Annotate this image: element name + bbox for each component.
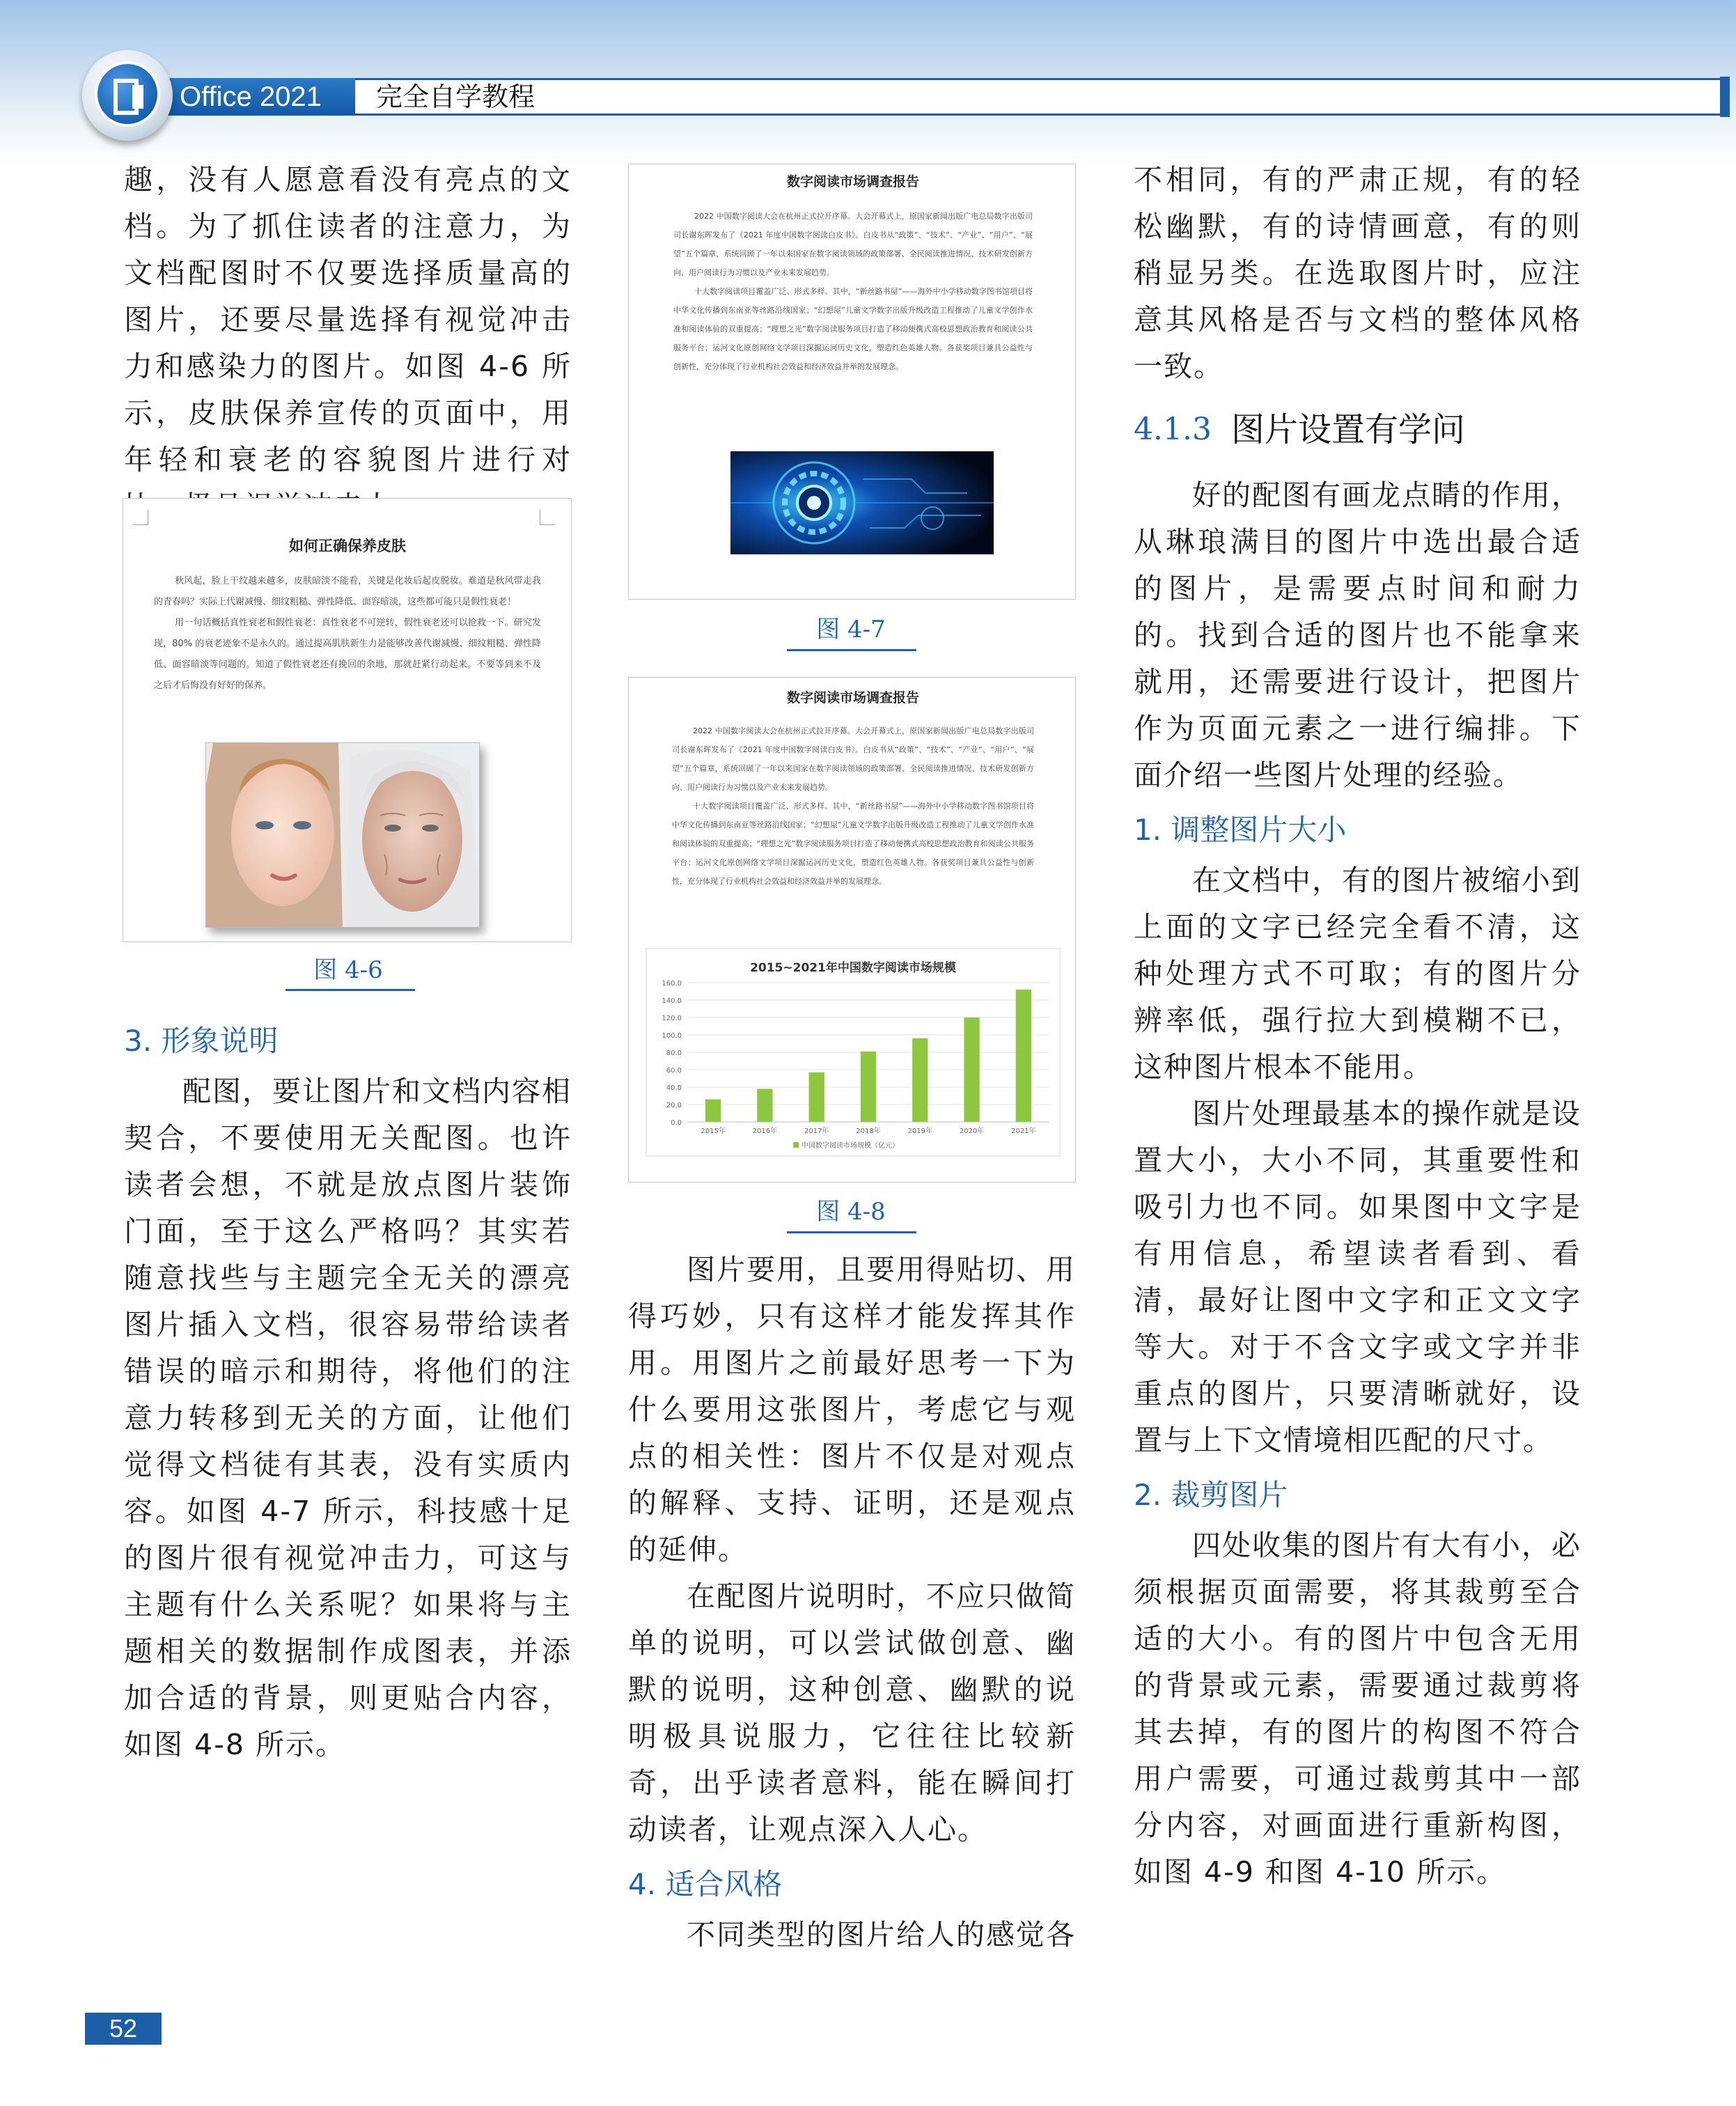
y-tick-label: 40.0 xyxy=(666,1084,682,1092)
figure-caption: 图 4-6 xyxy=(313,956,383,984)
x-tick-label: 2020年 xyxy=(959,1128,985,1135)
doc-paragraph: 2022 中国数字阅读大会在杭州正式拉开序幕。大会开幕式上，原国家新闻出版广电总局数字出版司司长谢东晖发布了《2021 年度中国数字阅读白皮书》。白皮书从“政策”、“技术”、“产业”、“用户”、“展望”五个篇章，系统回顾了一年以来国家在数字阅读领域的政策部署、全民阅读推进情况、技术研发创新方向、用户阅读行为习惯以及产业未来发展趋势。 xyxy=(672,726,1034,792)
caption-underline xyxy=(787,649,916,651)
section-heading-3: 3. 形象说明 xyxy=(124,1024,279,1058)
doc-paragraph: 十大数字阅读项目覆盖广泛、形式多样。其中，“新丝路书屋”——海外中小学移动数字图书馆项目将中华文化传播到东南亚等丝路沿线国家；“幻想屋”儿童文学数字出版升级改造工程推动了儿童文学创作水准和阅读体验的双重提高；“理想之光”数字阅读服务项目打造了移动便携式高校思想政治教育和阅读公共服务平台；运河文化原创网络文学项目深掘运河历史文化，塑造红色英雄人物。各获奖项目兼具公益性与创新性，充分体现了行业机构社会效益和经济效益并举的发展理念。 xyxy=(672,802,1034,886)
x-tick-label: 2017年 xyxy=(804,1128,829,1135)
y-tick-label: 80.0 xyxy=(666,1050,682,1057)
tech-circle-graphic xyxy=(730,451,994,554)
bar-2019年 xyxy=(912,1038,928,1122)
market-size-bar-chart xyxy=(646,948,1061,1157)
column-1-lower xyxy=(124,1010,572,1768)
x-tick-label: 2019年 xyxy=(907,1128,933,1135)
doc-title: 数字阅读市场调查报告 xyxy=(786,174,919,189)
caption-underline xyxy=(787,1231,916,1233)
figure-caption: 图 4-8 xyxy=(816,1198,886,1226)
legend-swatch xyxy=(793,1142,799,1148)
tech-eye-image xyxy=(730,451,994,554)
crop-mark xyxy=(133,510,148,525)
section-number: 4.1.3 xyxy=(1134,412,1212,447)
subheading-crop: 2. 裁剪图片 xyxy=(1134,1478,1288,1512)
paragraph-resize-b: 图片处理最基本的操作就是设置大小，大小不同，其重要性和吸引力也不同。如果图中文字是有用信息，希望读者看到、看清，最好让图中文字和正文文字等大。对于不含文字或文字并非重点的图片，只要清晰就好，设置与上下文情境相匹配的尺寸。 xyxy=(1134,1097,1581,1457)
paragraph-section-4: 不同类型的图片给人的感觉各 xyxy=(687,1918,1076,1951)
x-tick-label: 2021年 xyxy=(1011,1128,1036,1135)
bar-2021年 xyxy=(1016,990,1031,1122)
y-tick-label: 120.0 xyxy=(662,1015,682,1022)
doc-paragraph: 用一句话概括真性衰老和假性衰老：真性衰老不可逆转，假性衰老还可以抢救一下。研究发现，80% 的衰老迹象不是永久的。通过提高肌肤新生力是能够改善代谢减慢、细纹粗糙、弹性降低、面容暗淡等问题的。知道了假性衰老还有挽回的余地，那就赶紧行动起来。不要等到来不及之后才后悔没有好好的保养。 xyxy=(154,618,541,691)
y-tick-label: 0.0 xyxy=(671,1119,682,1127)
y-tick-label: 160.0 xyxy=(662,980,682,988)
bar-2017年 xyxy=(809,1072,824,1122)
y-tick-label: 140.0 xyxy=(662,997,682,1005)
face-comparison-image xyxy=(206,743,480,928)
figure-4-8-document xyxy=(672,687,1034,891)
subheading-resize: 1. 调整图片大小 xyxy=(1134,813,1347,847)
section-title: 图片设置有学问 xyxy=(1231,410,1466,449)
section-heading-4: 4. 适合风格 xyxy=(628,1867,783,1901)
caption-underline xyxy=(286,989,415,991)
office-logo-inner xyxy=(95,61,160,127)
office-logo-glyph xyxy=(111,77,149,117)
page-number: 52 xyxy=(85,2013,162,2045)
figure-4-8 xyxy=(628,677,1076,1183)
figure-4-7 xyxy=(628,164,1076,600)
doc-title: 如何正确保养皮肤 xyxy=(289,538,406,554)
book-subtitle: 完全自学教程 xyxy=(376,81,535,112)
x-tick-label: 2018年 xyxy=(856,1128,881,1135)
bar-2018年 xyxy=(861,1052,876,1122)
figure-4-7-document xyxy=(673,171,1033,376)
book-brand: Office 2021 xyxy=(97,78,355,116)
paragraph-section-3: 配图，要让图片和文档内容相契合，不要使用无关配图。也许读者会想，不就是放点图片装饰门面，至于这么严格吗？其实若随意找些与主题完全无关的漂亮图片插入文档，很容易带给读者错误的暗示和期待，将他们的注意力转移到无关的方面，让他们觉得文档徒有其表，没有实质内容。如图 4-7 所示，科技感十足的图片很有视觉冲击力，可这与主题有什么关系呢？如果将与主题相关的数据制作成图表，并添加合适的背景，则更贴合内容，如图 4-8 所示。 xyxy=(124,1075,572,1761)
crop-mark xyxy=(540,510,555,525)
paragraph-intro: 趣，没有人愿意看没有亮点的文档。为了抓住读者的注意力，为文档配图时不仅要选择质量高的图片，还要尽量选择有视觉冲击力和感染力的图片。如图 4-6 所示，皮肤保养宣传的页面中，用年轻和衰老的容貌图片进行对 xyxy=(124,163,572,476)
chart-legend xyxy=(793,1141,899,1150)
column-1 xyxy=(124,157,572,530)
paragraph-resize-a: 在文档中，有的图片被缩小到上面的文字已经完全看不清，这种处理方式不可取；有的图片分辨率低，强行拉大到模糊不已，这种图片根本不能用。 xyxy=(1134,864,1581,1084)
column-2-lower xyxy=(628,1247,1076,1958)
doc-title: 数字阅读市场调查报告 xyxy=(786,690,919,705)
bar-2015年 xyxy=(705,1100,721,1123)
bar-2016年 xyxy=(757,1089,772,1123)
x-tick-label: 2015年 xyxy=(701,1128,726,1135)
paragraph-4-1-3: 好的配图有画龙点睛的作用，从琳琅满目的图片中选出最合适的图片，是需要点时间和耐力的。找到合适的图片也不能拿来就用，还需要进行设计，把图片作为页面元素之一进行编排。下面介绍一些图片处理的经验。 xyxy=(1134,478,1581,792)
doc-paragraph: 十大数字阅读项目覆盖广泛、形式多样。其中，“新丝路书屋”——海外中小学移动数字图书馆项目将中华文化传播到东南亚等丝路沿线国家；“幻想屋”儿童文学数字出版升级改造工程推动了儿童文学创作水准和阅读体验的双重提高；“理想之光”数字阅读服务项目打造了移动便携式高校思想政治教育和阅读公共服务平台；运河文化原创网络文学项目深掘运河历史文化，塑造红色英雄人物。各获奖项目兼具公益性与创新性，充分体现了行业机构社会效益和经济效益并举的发展理念。 xyxy=(673,287,1033,371)
figure-caption: 图 4-7 xyxy=(816,616,886,644)
figure-4-6 xyxy=(123,498,572,942)
y-tick-label: 20.0 xyxy=(666,1102,682,1109)
paragraph-use-images: 图片要用，且要用得贴切、用得巧妙，只有这样才能发挥其作用。用图片之前最好思考一下为什么要用这张图片，考虑它与观点的相关性：图片不仅是对观点的解释、支持、证明，还是观点的延伸。 xyxy=(628,1253,1076,1566)
header-right-tab xyxy=(1720,77,1730,117)
column-3 xyxy=(1134,157,1581,1896)
y-tick-label: 100.0 xyxy=(662,1032,682,1040)
paragraph-captions: 在配图片说明时，不应只做简单的说明，可以尝试做创意、幽默的说明，这种创意、幽默的说明极具说服力，它往往比较新奇，出乎读者意料，能在瞬间打动读者，让观点深入人心。 xyxy=(628,1580,1076,1846)
y-tick-label: 60.0 xyxy=(666,1067,682,1075)
section-heading-4-1-3 xyxy=(1134,404,1581,455)
paragraph-crop: 四处收集的图片有大有小，必须根据页面需要，将其裁剪至合适的大小。有的图片中包含无用的背景或元素，需要通过裁剪将其去掉，有的图片的构图不符合用户需要，可通过裁剪其中一部分内容，对画面进行重新构图，如图 4-9 和图 4-10 所示。 xyxy=(1134,1529,1581,1889)
office-logo-icon xyxy=(82,50,173,141)
x-tick-label: 2016年 xyxy=(752,1128,778,1135)
legend-label: 中国数字阅读市场规模（亿元） xyxy=(801,1142,899,1150)
doc-paragraph: 秋风起，脸上干纹越来越多，皮肤暗淡不能看，关键是化妆后起皮脱妆。难道是秋风带走我的青春吗？实际上代谢减慢、细纹粗糙、弹性降低、面容暗淡，这些都可能只是假性衰老！ xyxy=(154,576,541,607)
young-vs-old-face-photo xyxy=(205,742,480,928)
bar-2020年 xyxy=(964,1017,979,1122)
figure-4-6-document xyxy=(154,535,541,696)
paragraph-continued: 不相同，有的严肃正规，有的轻松幽默，有的诗情画意，有的则稍显另类。在选取图片时，应注意其风格是否与文档的整体风格一致。 xyxy=(1134,163,1581,383)
doc-paragraph: 2022 中国数字阅读大会在杭州正式拉开序幕。大会开幕式上，原国家新闻出版广电总局数字出版司司长谢东晖发布了《2021 年度中国数字阅读白皮书》。白皮书从“政策”、“技术”、“产业”、“用户”、“展望”五个篇章，系统回顾了一年以来国家在数字阅读领域的政策部署、全民阅读推进情况、技术研发创新方向、用户阅读行为习惯以及产业未来发展趋势。 xyxy=(673,212,1033,277)
chart-title: 2015~2021年中国数字阅读市场规模 xyxy=(750,961,956,975)
